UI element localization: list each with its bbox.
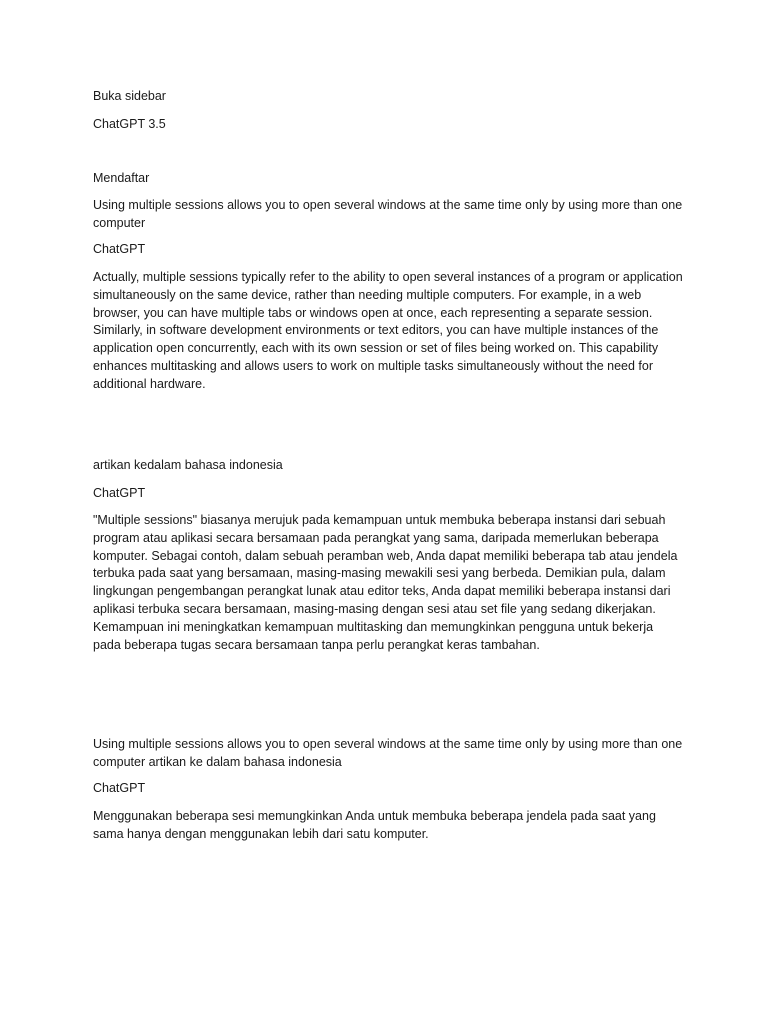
user-message-3: Using multiple sessions allows you to open several windows at the same time only by using more than one computer artikan ke dalam bahasa indonesia [93, 737, 683, 769]
signup-label: Mendaftar [93, 171, 150, 185]
sidebar-label: Buka sidebar [93, 89, 166, 103]
user-message-1: Using multiple sessions allows you to open several windows at the same time only by using more than one computer [93, 198, 683, 230]
assistant-message-3: Menggunakan beberapa sesi memungkinkan Anda untuk membuka beberapa jendela pada saat yang sama hanya dengan menggunakan lebih dari satu komputer. [93, 809, 656, 841]
assistant-message-2: "Multiple sessions" biasanya merujuk pada kemampuan untuk membuka beberapa instansi dari sebuah program atau aplikasi secara bersamaan pada perangkat yang sama, daripada memerlukan beberapa komputer. Sebagai contoh, dalam sebuah peramban web, Anda dapat memiliki beberapa tab atau jendela terbuka pada saat yang bersamaan, masing-masing mewakili sesi yang berbeda. Demikian pula, dalam lingkungan pengembangan perangkat lunak atau editor teks, Anda dapat memiliki beberapa instansi dari aplikasi terbuka secara bersamaan, masing-masing dengan sesi atau set file yang sedang dikerjakan. Kemampuan ini meningkatkan kemampuan multitasking dan memungkinkan pengguna untuk bekerja pada beberapa tugas secara bersamaan tanpa perlu perangkat keras tambahan. [93, 513, 678, 652]
assistant-label-3: ChatGPT [93, 781, 146, 795]
user-message-2: artikan kedalam bahasa indonesia [93, 458, 283, 472]
assistant-message-1: Actually, multiple sessions typically refer to the ability to open several instances of a program or application simultaneously on the same device, rather than needing multiple computers. For example, in a web browser, you can have multiple tabs or windows open at once, each representing a separate session. Similarly, in software development environments or text editors, you can have multiple instances of the application open concurrently, each with its own session or set of files being worked on. This capability enhances multitasking and allows users to work on multiple tasks simultaneously without the need for additional hardware. [93, 270, 683, 391]
model-version-label: ChatGPT 3.5 [93, 117, 166, 131]
assistant-label-2: ChatGPT [93, 486, 146, 500]
assistant-label-1: ChatGPT [93, 242, 146, 256]
